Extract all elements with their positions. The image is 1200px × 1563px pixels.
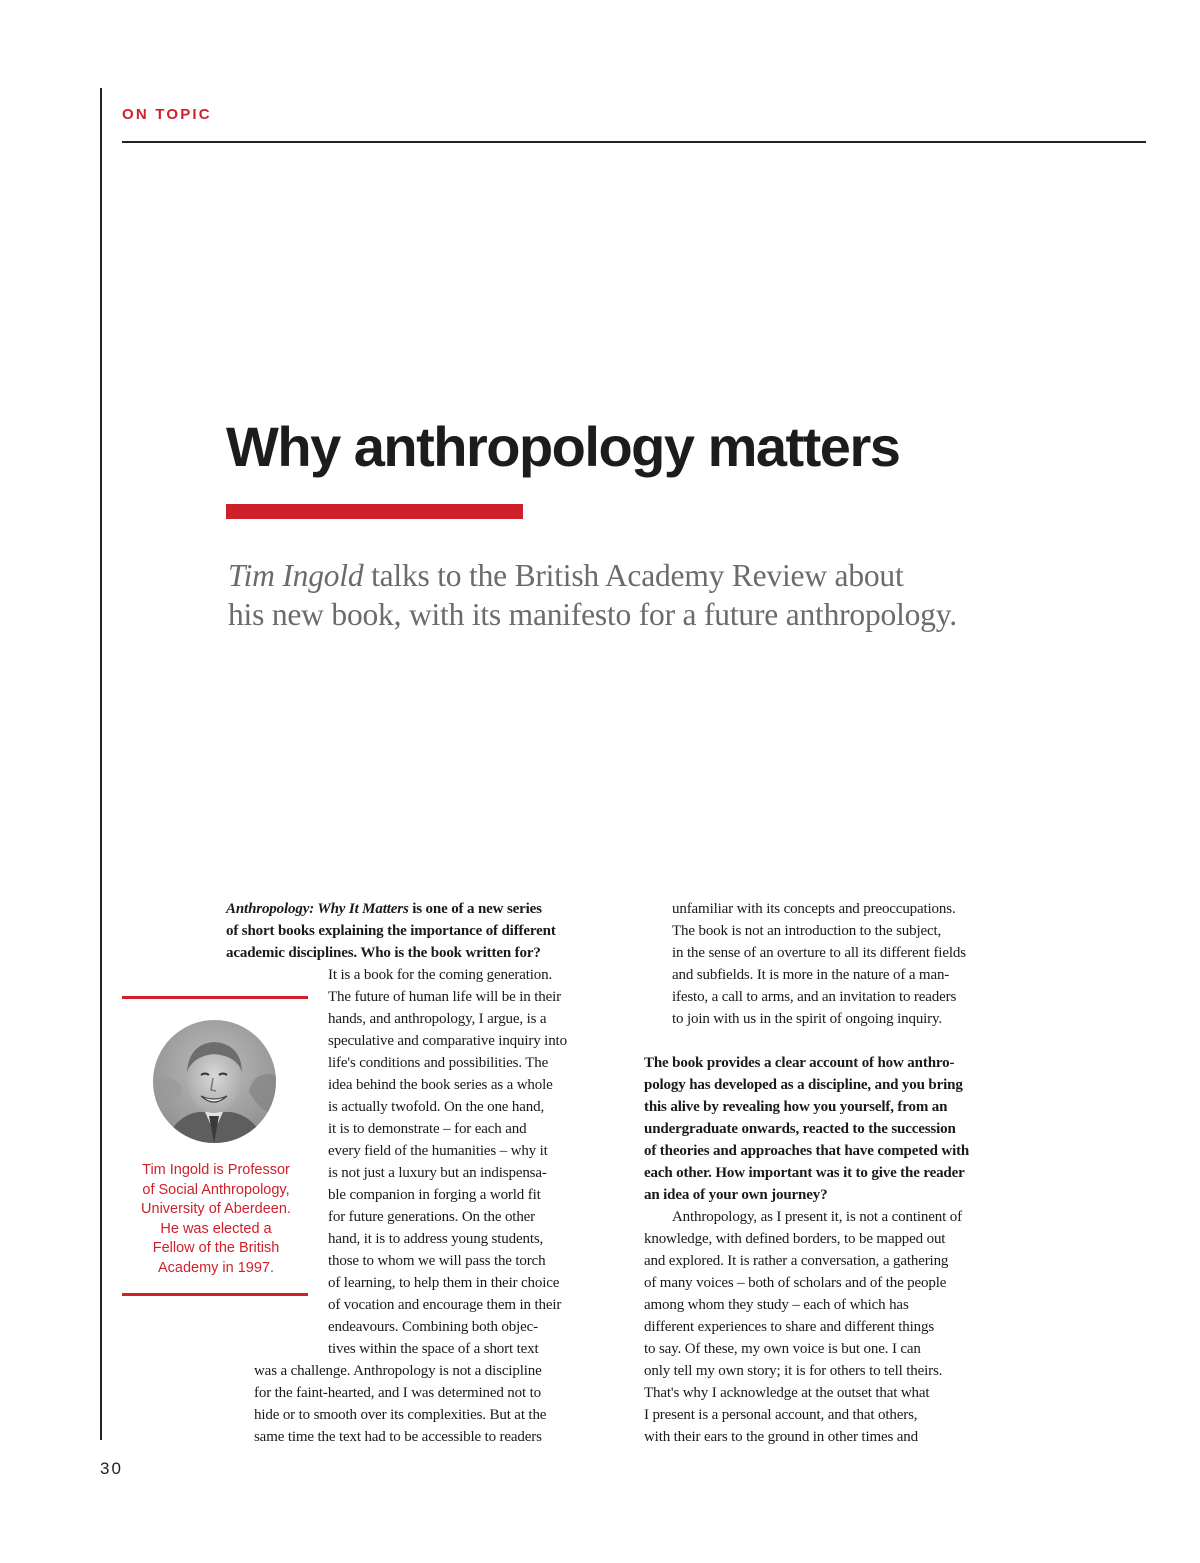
- body-line: every field of the humanities – why it: [328, 1143, 548, 1159]
- body-line: idea behind the book series as a whole: [328, 1077, 553, 1093]
- body-line: was a challenge. Anthropology is not a discipline: [254, 1363, 542, 1379]
- caption-line: He was elected a: [160, 1220, 272, 1237]
- question-1-line: of short books explaining the importance of different: [226, 923, 556, 939]
- body-line: That's why I acknowledge at the outset that what: [644, 1385, 930, 1401]
- author-portrait: [153, 1020, 276, 1143]
- standfirst-author: Tim Ingold: [228, 558, 364, 593]
- body-line: for the faint-hearted, and I was determined not to: [254, 1385, 541, 1401]
- body-line: to say. Of these, my own voice is but one. I can: [644, 1341, 921, 1357]
- portrait-caption: [112, 1161, 320, 1278]
- page-number: 30: [100, 1459, 123, 1478]
- body-line: knowledge, with defined borders, to be mapped out: [644, 1231, 946, 1247]
- question-2-line: an idea of your own journey?: [644, 1187, 828, 1203]
- standfirst: [228, 556, 1128, 634]
- body-line: life's conditions and possibilities. The: [328, 1055, 549, 1071]
- body-line: unfamiliar with its concepts and preoccupations.: [672, 901, 956, 917]
- body-line: of vocation and encourage them in their: [328, 1297, 562, 1313]
- body-line: and subfields. It is more in the nature of a man-: [672, 967, 950, 983]
- standfirst-line-1: [228, 556, 1128, 595]
- body-line: ifesto, a call to arms, and an invitation to readers: [672, 989, 957, 1005]
- body-line: tives within the space of a short text: [328, 1341, 539, 1357]
- body-line: in the sense of an overture to all its different fields: [672, 945, 966, 961]
- body-line: of learning, to help them in their choice: [328, 1275, 560, 1291]
- answer-1-indented: [328, 964, 567, 1360]
- header-rule: [122, 141, 1146, 143]
- body-line: is actually twofold. On the one hand,: [328, 1099, 545, 1115]
- body-line: The book is not an introduction to the subject,: [672, 923, 942, 939]
- caption-top-rule: [122, 996, 308, 999]
- body-line: The future of human life will be in their: [328, 989, 561, 1005]
- question-2-line: each other. How important was it to give the reader: [644, 1165, 965, 1181]
- body-line: Anthropology, as I present it, is not a continent of: [672, 1209, 962, 1225]
- body-line: It is a book for the coming generation.: [328, 967, 553, 983]
- standfirst-line-2: his new book, with its manifesto for a future anthropology.: [228, 597, 957, 632]
- body-line: it is to demonstrate – for each and: [328, 1121, 527, 1137]
- body-line: speculative and comparative inquiry into: [328, 1033, 567, 1049]
- question-2: [644, 1052, 969, 1206]
- caption-line: Tim Ingold is Professor: [142, 1162, 290, 1178]
- body-line: of many voices – both of scholars and of the people: [644, 1275, 947, 1291]
- question-1-line: academic disciplines. Who is the book written for?: [226, 945, 541, 961]
- body-line: among whom they study – each of which has: [644, 1297, 909, 1313]
- book-title: Anthropology: Why It Matters: [226, 901, 409, 917]
- body-line: different experiences to share and different things: [644, 1319, 935, 1335]
- section-label: ON TOPIC: [122, 106, 212, 123]
- question-2-line: The book provides a clear account of how anthro-: [644, 1055, 955, 1071]
- standfirst-line-1-text: talks to the British Academy Review about: [363, 558, 904, 593]
- caption-line: of Social Anthropology,: [142, 1181, 290, 1198]
- question-1-line: Anthropology: Why It Matters is one of a new series: [226, 901, 542, 917]
- body-line: hands, and anthropology, I argue, is a: [328, 1011, 547, 1027]
- caption-line: Academy in 1997.: [157, 1259, 275, 1276]
- answer-1-continued: [672, 898, 966, 1030]
- portrait-photo: [153, 1020, 276, 1143]
- question-2-line: this alive by revealing how you yourself, from an: [644, 1099, 948, 1115]
- title-accent-bar: [226, 504, 523, 519]
- body-line: ble companion in forging a world fit: [328, 1187, 541, 1203]
- question-1: [226, 898, 556, 964]
- answer-1-full: [254, 1360, 546, 1448]
- body-line: hide or to smooth over its complexities. But at the: [254, 1407, 547, 1423]
- article-title: Why anthropology matters: [226, 415, 900, 478]
- question-2-line: pology has developed as a discipline, and you bring: [644, 1077, 963, 1093]
- question-1-lines: [226, 920, 556, 964]
- body-line: hand, it is to address young students,: [328, 1231, 544, 1247]
- question-2-line: undergraduate onwards, reacted to the succession: [644, 1121, 956, 1137]
- caption-line: University of Aberdeen.: [141, 1201, 291, 1217]
- body-line: is not just a luxury but an indispensa-: [328, 1165, 547, 1181]
- body-line: for future generations. On the other: [328, 1209, 536, 1225]
- body-line: only tell my own story; it is for others to tell theirs.: [644, 1363, 943, 1379]
- body-line: same time the text had to be accessible to readers: [254, 1429, 542, 1445]
- body-line: endeavours. Combining both objec-: [328, 1319, 539, 1335]
- body-line: to join with us in the spirit of ongoing inquiry.: [672, 1011, 943, 1027]
- caption-line: Fellow of the British: [152, 1240, 280, 1256]
- answer-2: [644, 1206, 962, 1448]
- body-line: and explored. It is rather a conversation, a gathering: [644, 1253, 949, 1269]
- body-line: those to whom we will pass the torch: [328, 1253, 546, 1269]
- caption-bottom-rule: [122, 1293, 308, 1296]
- body-line: with their ears to the ground in other times and: [644, 1429, 918, 1445]
- left-margin-rule: [100, 88, 102, 1440]
- question-2-line: of theories and approaches that have competed with: [644, 1143, 970, 1159]
- body-line: I present is a personal account, and that others,: [644, 1407, 918, 1423]
